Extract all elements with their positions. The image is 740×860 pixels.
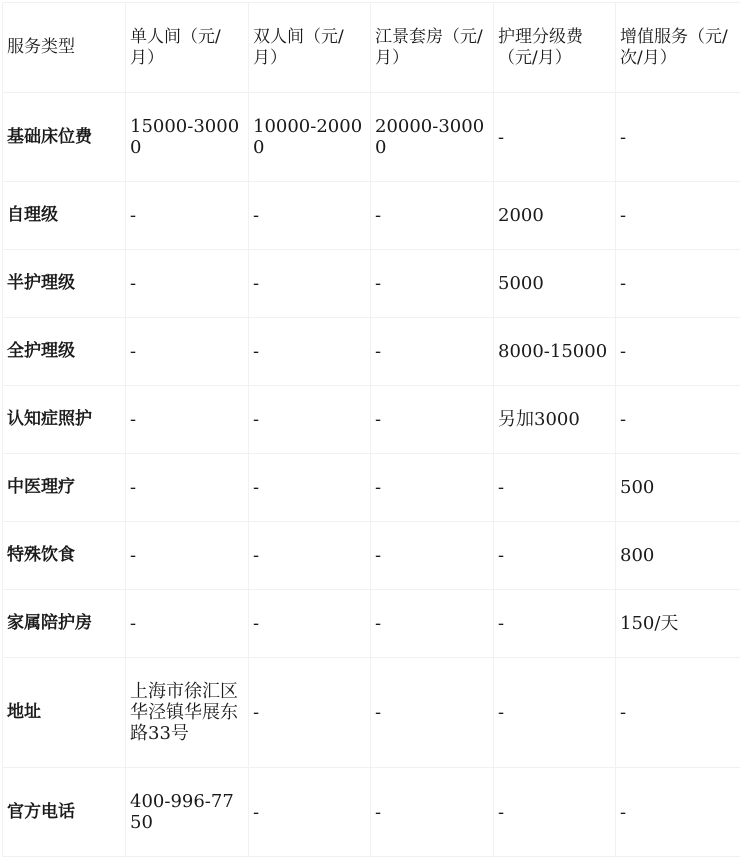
table-cell: - <box>494 590 616 658</box>
table-cell: 2000 <box>494 182 616 250</box>
table-header-row <box>3 3 740 93</box>
row-label: 地址 <box>3 658 126 768</box>
table-cell: - <box>249 658 371 768</box>
table-cell: 10000-20000 <box>249 93 371 182</box>
table-cell: - <box>371 590 494 658</box>
table-cell: - <box>616 768 740 857</box>
row-label: 认知症照护 <box>3 386 126 454</box>
table-cell: - <box>249 590 371 658</box>
row-label: 自理级 <box>3 182 126 250</box>
table-cell: - <box>494 454 616 522</box>
table-cell: - <box>249 768 371 857</box>
table-cell: 800 <box>616 522 740 590</box>
row-label: 基础床位费 <box>3 93 126 182</box>
table-cell: - <box>494 658 616 768</box>
table-cell: - <box>494 93 616 182</box>
row-label: 半护理级 <box>3 250 126 318</box>
fee-table <box>2 2 740 857</box>
table-cell: - <box>249 182 371 250</box>
row-label: 官方电话 <box>3 768 126 857</box>
table-cell: - <box>249 454 371 522</box>
table-row <box>3 93 740 182</box>
table-row <box>3 386 740 454</box>
table-cell: 20000-30000 <box>371 93 494 182</box>
table-cell: - <box>126 522 249 590</box>
column-header: 护理分级费（元/月） <box>494 3 616 93</box>
table-cell: 另加3000 <box>494 386 616 454</box>
table-cell: - <box>371 658 494 768</box>
column-header: 江景套房（元/月） <box>371 3 494 93</box>
table-cell: - <box>371 768 494 857</box>
table-row <box>3 768 740 857</box>
table-cell: - <box>249 386 371 454</box>
table-cell: - <box>616 386 740 454</box>
table-cell: - <box>249 318 371 386</box>
table-row <box>3 454 740 522</box>
table-cell: 400-996-7750 <box>126 768 249 857</box>
table-row <box>3 658 740 768</box>
table-cell: - <box>494 522 616 590</box>
table-row <box>3 318 740 386</box>
column-header: 单人间（元/月） <box>126 3 249 93</box>
table-cell: 150/天 <box>616 590 740 658</box>
table-cell: 500 <box>616 454 740 522</box>
table-cell: - <box>371 318 494 386</box>
table-cell: - <box>616 318 740 386</box>
table-cell: - <box>126 454 249 522</box>
column-header: 双人间（元/月） <box>249 3 371 93</box>
table-cell: - <box>126 386 249 454</box>
column-header: 服务类型 <box>3 3 126 93</box>
table-cell: - <box>249 522 371 590</box>
table-cell: - <box>126 250 249 318</box>
table-cell: - <box>126 590 249 658</box>
table-cell: - <box>126 318 249 386</box>
table-cell: - <box>249 250 371 318</box>
table-cell: - <box>371 522 494 590</box>
table-cell: - <box>371 250 494 318</box>
row-label: 中医理疗 <box>3 454 126 522</box>
table-row <box>3 590 740 658</box>
table-cell: - <box>616 658 740 768</box>
column-header: 增值服务（元/次/月） <box>616 3 740 93</box>
table-cell: - <box>494 768 616 857</box>
table-cell: 上海市徐汇区华泾镇华展东路33号 <box>126 658 249 768</box>
table-row <box>3 522 740 590</box>
table-row <box>3 182 740 250</box>
table-cell: - <box>371 386 494 454</box>
table-cell: 8000-15000 <box>494 318 616 386</box>
row-label: 全护理级 <box>3 318 126 386</box>
table-cell: - <box>371 182 494 250</box>
table-cell: - <box>616 250 740 318</box>
table-cell: 5000 <box>494 250 616 318</box>
table-cell: - <box>616 93 740 182</box>
table-row <box>3 250 740 318</box>
table-cell: - <box>371 454 494 522</box>
table-cell: 15000-30000 <box>126 93 249 182</box>
row-label: 家属陪护房 <box>3 590 126 658</box>
row-label: 特殊饮食 <box>3 522 126 590</box>
table-cell: - <box>616 182 740 250</box>
table-cell: - <box>126 182 249 250</box>
